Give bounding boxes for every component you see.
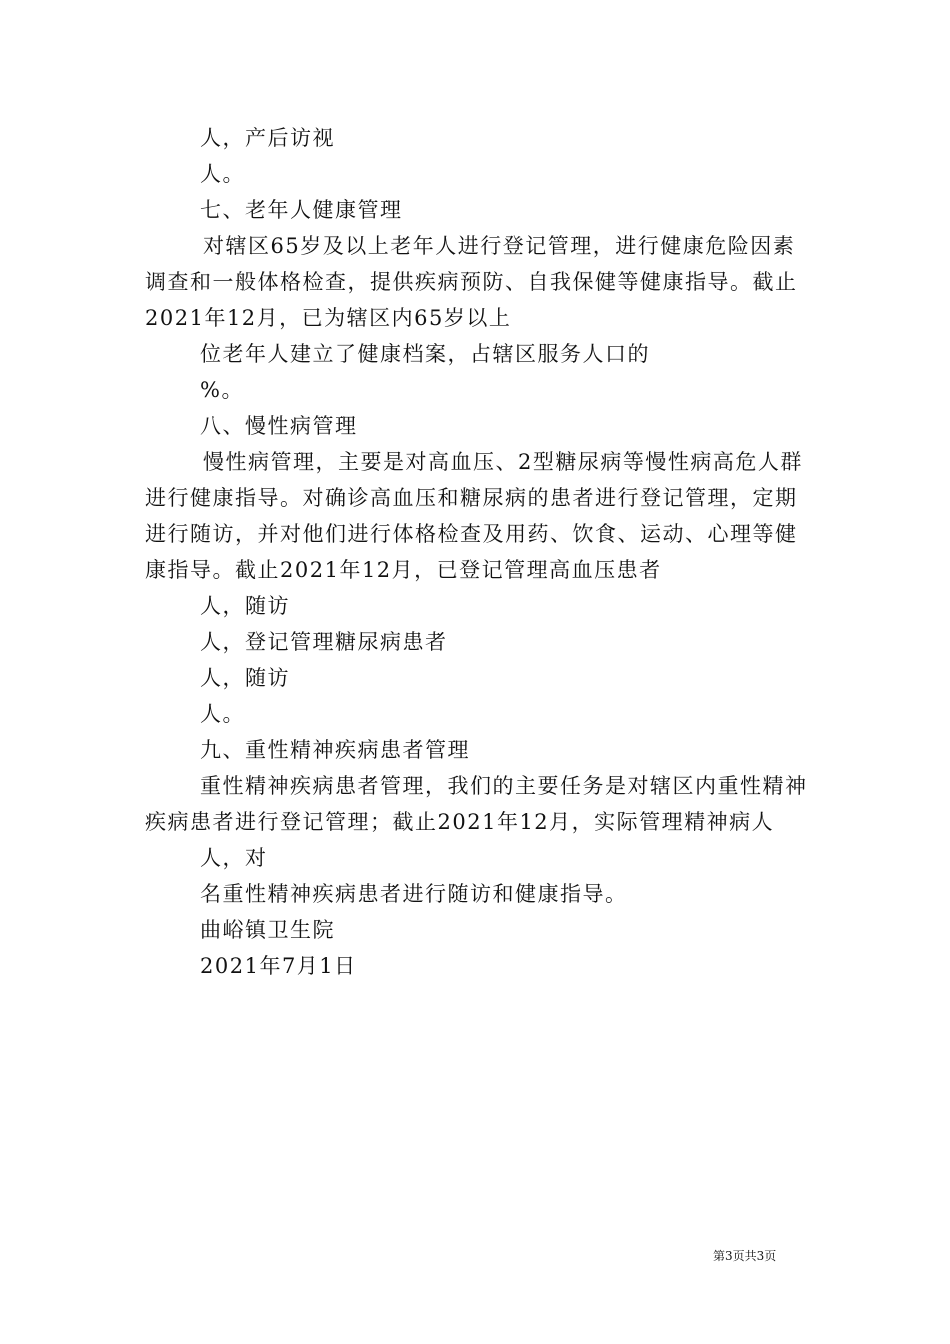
text-line: 人，对 — [200, 846, 268, 870]
text-line: 进行随访，并对他们进行体格检查及用药、饮食、运动、心理等健 — [145, 522, 798, 546]
text-line: 人，产后访视 — [200, 126, 335, 150]
text-line: %。 — [200, 378, 244, 402]
text-line: 2021年12月，已为辖区内65岁以上 — [145, 306, 512, 330]
page-number-footer: 第3页共3页 — [713, 1249, 777, 1263]
document-date: 2021年7月1日 — [200, 954, 357, 978]
section-heading-8: 八、慢性病管理 — [200, 414, 358, 438]
text-line: 慢性病管理，主要是对高血压、2型糖尿病等慢性病高危人群 — [203, 450, 803, 474]
text-line: 进行健康指导。对确诊高血压和糖尿病的患者进行登记管理，定期 — [145, 486, 798, 510]
text-line: 人。 — [200, 702, 245, 726]
section-heading-9: 九、重性精神疾病患者管理 — [200, 738, 470, 762]
text-line: 调查和一般体格检查，提供疾病预防、自我保健等健康指导。截止 — [145, 270, 798, 294]
organization-name: 曲峪镇卫生院 — [200, 918, 335, 942]
section-heading-7: 七、老年人健康管理 — [200, 198, 403, 222]
text-line: 人，登记管理糖尿病患者 — [200, 630, 448, 654]
text-line: 人。 — [200, 162, 245, 186]
text-line: 对辖区65岁及以上老年人进行登记管理，进行健康危险因素 — [203, 234, 796, 258]
text-line: 位老年人建立了健康档案，占辖区服务人口的 — [200, 342, 650, 366]
text-line: 人，随访 — [200, 666, 290, 690]
text-line: 名重性精神疾病患者进行随访和健康指导。 — [200, 882, 628, 906]
text-line: 重性精神疾病患者管理，我们的主要任务是对辖区内重性精神 — [200, 774, 808, 798]
text-line: 康指导。截止2021年12月，已登记管理高血压患者 — [145, 558, 662, 582]
text-line: 疾病患者进行登记管理；截止2021年12月，实际管理精神病人 — [145, 810, 775, 834]
text-line: 人，随访 — [200, 594, 290, 618]
